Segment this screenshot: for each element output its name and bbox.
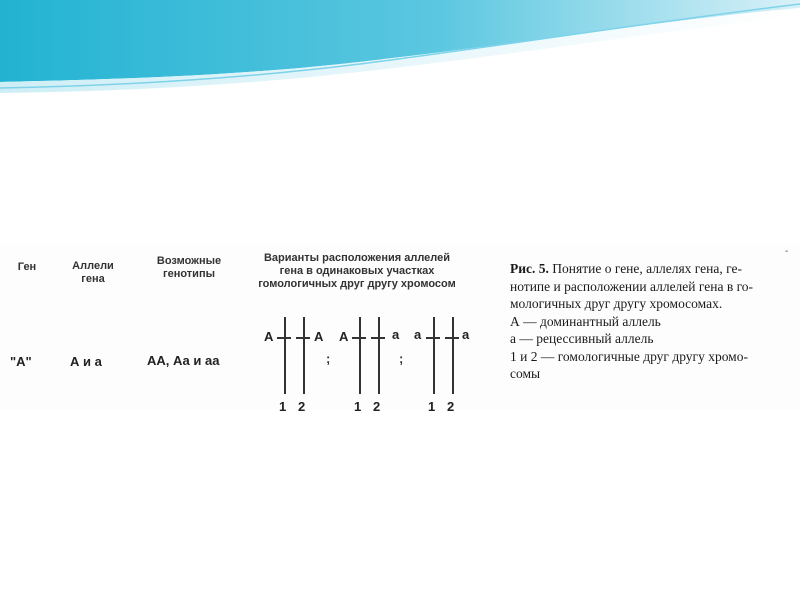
variant2-left-allele: А bbox=[339, 329, 349, 344]
variant3-chromosome-2 bbox=[452, 317, 454, 394]
separator-1: ; bbox=[326, 351, 331, 366]
caption-line-6: 1 и 2 — гомологичные друг другу хромо- bbox=[510, 348, 748, 364]
variant2-right-allele: а bbox=[392, 327, 400, 342]
caption-line-5: а — рецессивный аллель bbox=[510, 331, 654, 346]
caption-line-7: сомы bbox=[510, 366, 541, 381]
variant1-right-allele: А bbox=[314, 329, 324, 344]
caption-line-4: А — доминантный аллель bbox=[510, 313, 661, 329]
caption-line-1 bbox=[510, 260, 795, 278]
header-gene: Ген bbox=[17, 261, 37, 273]
header-variants: Варианты расположения аллелей гена в одинаковых участках гомологичных друг другу хромосом bbox=[258, 252, 456, 290]
variant3-chromosome-1 bbox=[433, 317, 435, 394]
variant3-right-allele: а bbox=[462, 327, 470, 342]
variant3-left-allele: а bbox=[414, 327, 422, 342]
separator-2: ; bbox=[399, 351, 404, 366]
variant2-chromosome-2 bbox=[378, 317, 380, 394]
caption-line-2: нотипе и расположении аллелей гена в го- bbox=[510, 278, 754, 294]
variant2-label-2: 2 bbox=[373, 399, 381, 414]
figure-caption bbox=[510, 260, 795, 383]
variant1-chromosome-2 bbox=[303, 317, 305, 394]
caption-line-1-text: Понятие о гене, аллелях гена, ге- bbox=[552, 261, 742, 276]
variant1-chromosome-1 bbox=[284, 317, 286, 394]
gene-value: "А" bbox=[10, 354, 32, 369]
figure-label: Рис. 5. bbox=[510, 261, 549, 276]
genotypes-value: АА, Аа и аа bbox=[147, 353, 220, 368]
caption-line-3: мологичных друг другу хромосомах. bbox=[510, 296, 723, 311]
scan-artifact-dash: - bbox=[785, 246, 789, 257]
alleles-value: А и а bbox=[70, 354, 102, 369]
variant3-label-2: 2 bbox=[447, 399, 455, 414]
variant1-label-1: 1 bbox=[279, 399, 287, 414]
header-genotypes: Возможные генотипы bbox=[156, 255, 222, 280]
variant1-left-allele: А bbox=[264, 329, 274, 344]
variant1-label-2: 2 bbox=[298, 399, 306, 414]
variant2-label-1: 1 bbox=[354, 399, 362, 414]
header-alleles: Аллели гена bbox=[72, 260, 114, 285]
variant2-chromosome-1 bbox=[359, 317, 361, 394]
variant3-label-1: 1 bbox=[428, 399, 436, 414]
header-wave-decoration bbox=[0, 0, 800, 95]
